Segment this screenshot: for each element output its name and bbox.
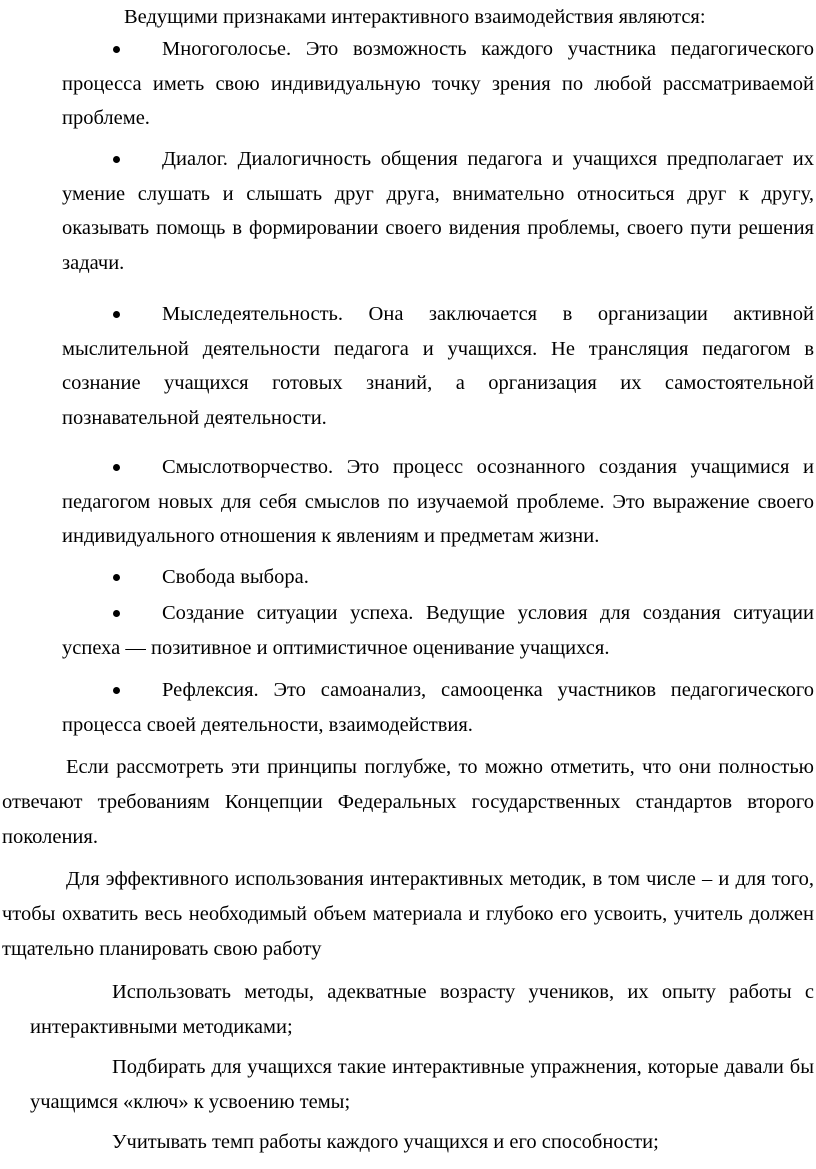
list-item-text: Рефлексия. Это самоанализ, самооценка участников педагогического процесса своей деятельности, взаимодействия. xyxy=(62,679,814,736)
list-item xyxy=(62,450,814,554)
paragraph: Для эффективного использования интерактивных методик, в том числе – и для того, чтобы охватить весь необходимый объем материала и глубоко его усвоить, учитель должен тщательно планировать свою работу xyxy=(2,868,814,960)
recommendation-item: Использовать методы, адекватные возрасту учеников, их опыту работы с интерактивными методиками; xyxy=(30,981,814,1038)
bullet-icon xyxy=(113,156,120,163)
bullet-icon xyxy=(113,610,120,617)
list-item-text: Смыслотворчество. Это процесс осознанного создания учащимися и педагогом новых для себя смыслов по изучаемой проблеме. Это выражение своего индивидуального отношения к явлениям и предметам жизни. xyxy=(62,456,814,547)
bullet-icon xyxy=(113,311,120,318)
paragraph: Если рассмотреть эти принципы поглубже, то можно отметить, что они полностью отвечают требованиям Концепции Федеральных государственных стандартов второго поколения. xyxy=(2,756,814,848)
bullet-icon xyxy=(113,574,120,581)
bullet-icon xyxy=(113,687,120,694)
bullet-icon xyxy=(113,46,120,53)
list-item xyxy=(62,596,814,665)
list-item-text: Создание ситуации успеха. Ведущие условия для создания ситуации успеха — позитивное и оптимистичное оценивание учащихся. xyxy=(62,602,814,659)
intro-line: Ведущими признаками интерактивного взаимодействия являются: xyxy=(124,6,706,28)
list-item xyxy=(62,297,814,435)
list-item xyxy=(62,560,814,595)
list-item xyxy=(62,142,814,280)
recommendation-item: Учитывать темп работы каждого учащихся и его способности; xyxy=(112,1131,659,1153)
list-item-text: Диалог. Диалогичность общения педагога и учащихся предполагает их умение слушать и слышать друг друга, внимательно относиться друг к другу, оказывать помощь в формировании своего видения проблемы, своего пути решения задачи. xyxy=(62,148,814,274)
recommendation-item: Подбирать для учащихся такие интерактивные упражнения, которые давали бы учащимся «ключ» к усвоению темы; xyxy=(30,1056,814,1113)
list-item xyxy=(62,673,814,742)
bullet-icon xyxy=(113,464,120,471)
list-item-text: Мыследеятельность. Она заключается в организации активной мыслительной деятельности педагога и учащихся. Не трансляция педагогом в сознание учащихся готовых знаний, а организация их самостоятельной познавательной деятельности. xyxy=(62,303,814,429)
list-item-text: Свобода выбора. xyxy=(162,566,309,588)
list-item xyxy=(62,32,814,136)
list-item-text: Многоголосье. Это возможность каждого участника педагогического процесса иметь свою индивидуальную точку зрения по любой рассматриваемой проблеме. xyxy=(62,38,814,129)
